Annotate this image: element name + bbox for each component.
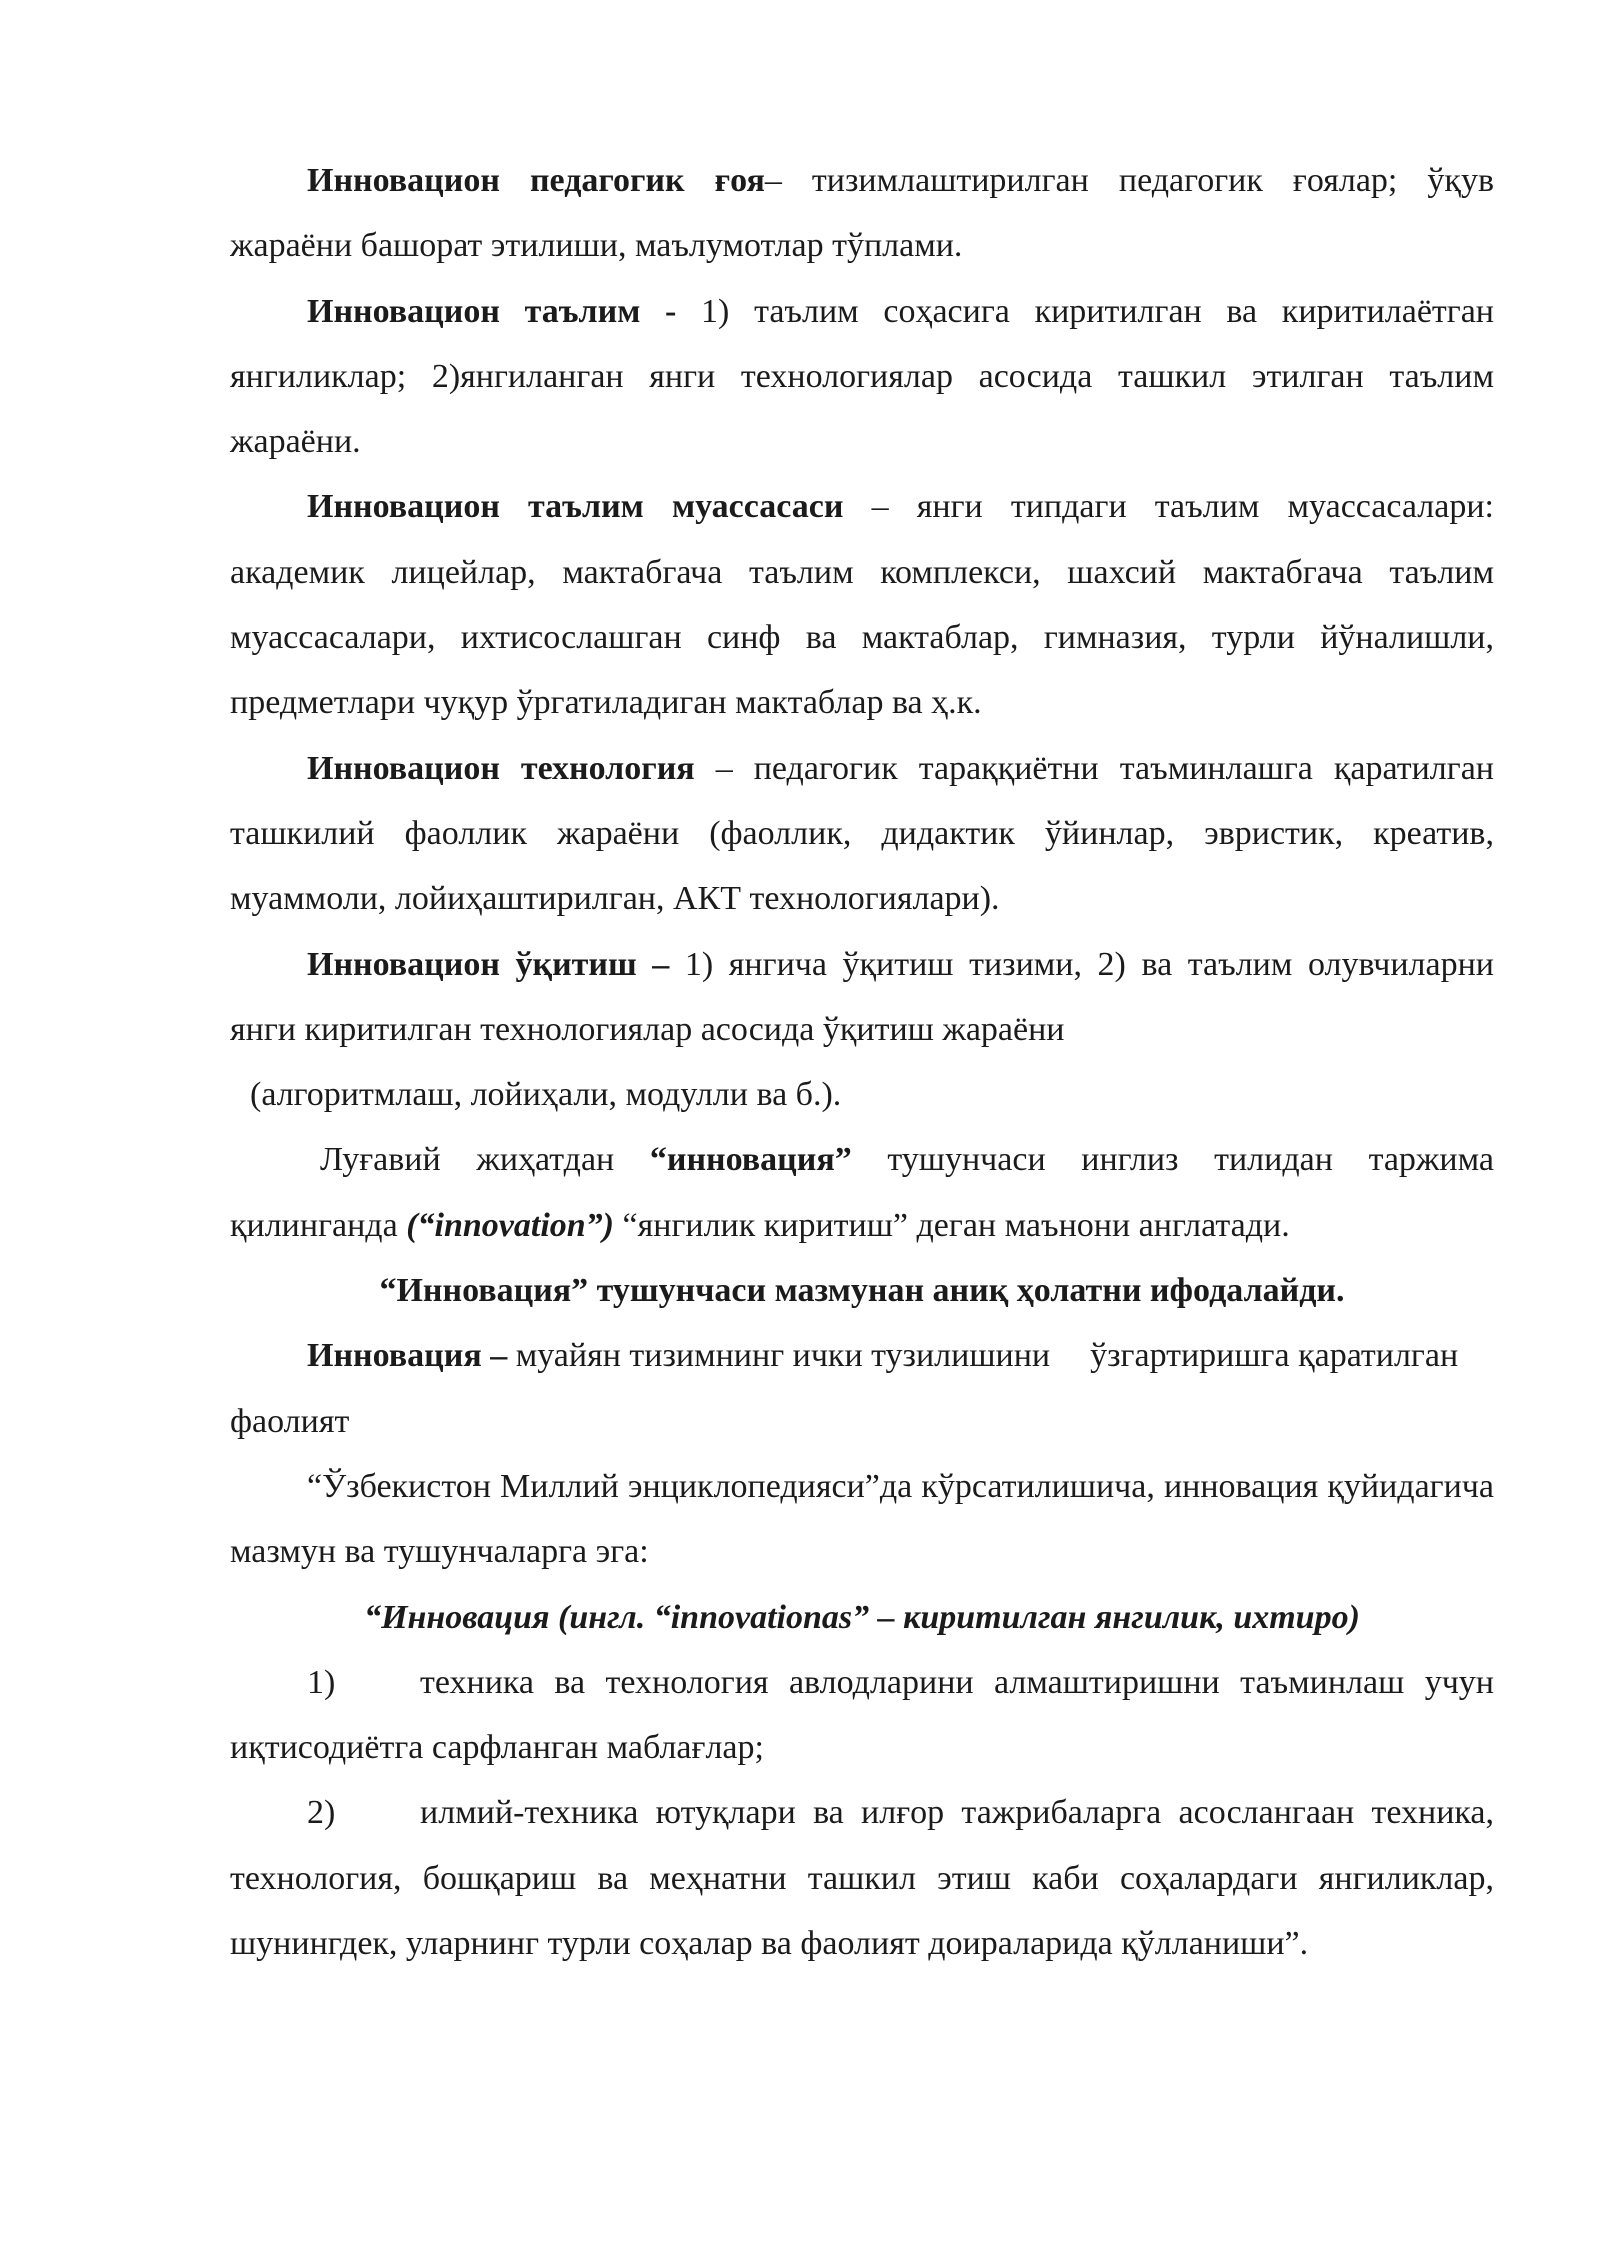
concept-heading-text: “Инновация” тушунчаси мазмунан аниқ ҳолатни ифодалайди.	[379, 1272, 1345, 1310]
paragraph-encyclopedia-reference	[230, 1454, 1494, 1585]
definition-continuation: (алгоритмлаш, лойиҳали, модулли ва б.).	[250, 1076, 842, 1114]
term-innovative-pedagogical-idea: Инновацион педагогик ғоя	[307, 162, 765, 199]
paragraph-innovative-technology	[230, 736, 1494, 932]
term-innovative-teaching: Инновацион ўқитиш –	[307, 945, 670, 983]
list-item	[230, 1650, 1494, 1781]
tail-text: “янгилик киритиш” деган маънони англатади.	[614, 1206, 1290, 1244]
paragraph-innovation-definition	[230, 1323, 1494, 1454]
paragraph-lexical-meaning	[230, 1127, 1494, 1258]
etymology-text: “Инновация (ингл. “innovationas” – киритилган янгилик, ихтиро)	[364, 1598, 1360, 1636]
term-innovative-education: Инновацион таълим -	[307, 292, 677, 330]
definition-text: 1) янгича ўқитиш тизими, 2) ва таълим олувчиларни янги киритилган технологиялар асосида ўқитиш жараёни	[230, 945, 1494, 1048]
list-number: 1)	[307, 1663, 336, 1701]
term-innovative-institution: Инновацион таълим муассасаси	[307, 488, 844, 526]
lead-text: Луғавий жиҳатдан	[320, 1141, 650, 1179]
paragraph-innovative-institution	[230, 474, 1494, 735]
document-page	[230, 148, 1494, 1976]
list-item	[230, 1780, 1494, 1976]
paragraph-innovative-education	[230, 279, 1494, 475]
mid-text: тушунчаси инглиз тилидан таржима қилинганда	[230, 1141, 1494, 1244]
paragraph-innovation-etymology	[230, 1585, 1494, 1650]
paragraph-innovative-pedagogical-idea	[230, 148, 1494, 279]
list-number: 2)	[307, 1794, 336, 1832]
paragraph-innovation-concept-heading	[230, 1258, 1494, 1323]
term-innovation: Инновация –	[307, 1337, 508, 1375]
definition-text: – педагогик тараққиётни таъминлашга қаратилган ташкилий фаоллик жараёни (фаоллик, дидактик ўйинлар, эвристик, креатив, муаммоли, лойиҳаштирилган, АКТ технологиялари).	[230, 749, 1494, 918]
encyclopedia-text: “Ўзбекистон Миллий энциклопедияси”да кўрсатилишича, инновация қуйидагича мазмун ва тушунчаларга эга:	[230, 1467, 1494, 1571]
definition-text: – янги типдаги таълим муассасалари: академик лицейлар, мактабгача таълим комплекси, шахсий мактабгача таълим муассасалари, ихтисослашган синф ва мактаблар, гимназия, турли йўналишли, предметлари чуқур ўргатиладиган мактаблар ва ҳ.к.	[230, 488, 1494, 722]
list-text: техника ва технология авлодларини алмаштиришни таъминлаш учун иқтисодиётга сарфланган маблағлар;	[230, 1663, 1494, 1767]
paragraph-innovative-teaching	[230, 932, 1494, 1128]
definition-text-b: ўзгартиришга қаратилган фаолият	[230, 1337, 1459, 1440]
term-innovation-en: (“innovation”)	[406, 1206, 615, 1244]
definition-text-a: муайян тизимнинг ички тузилишини	[507, 1337, 1051, 1375]
definition-text: – тизимлаштирилган педагогик ғоялар; ўқув жараёни башорат этилиши, маълумотлар тўплами.	[230, 162, 1494, 265]
term-innovative-technology: Инновацион технология	[307, 749, 695, 787]
definition-text: 1) таълим соҳасига киритилган ва киритилаётган янгиликлар; 2)янгиланган янги технологиялар асосида ташкил этилган таълим жараёни.	[230, 292, 1494, 461]
term-innovation-uz: “инновация”	[649, 1141, 852, 1179]
list-text: илмий-техника ютуқлари ва илғор тажрибаларга асослангаан техника, технология, бошқариш ва меҳнатни ташкил этиш каби соҳалардаги янгиликлар, шунингдек, уларнинг турли соҳалар ва фаолият доираларида қўлланиши”.	[230, 1794, 1494, 1963]
